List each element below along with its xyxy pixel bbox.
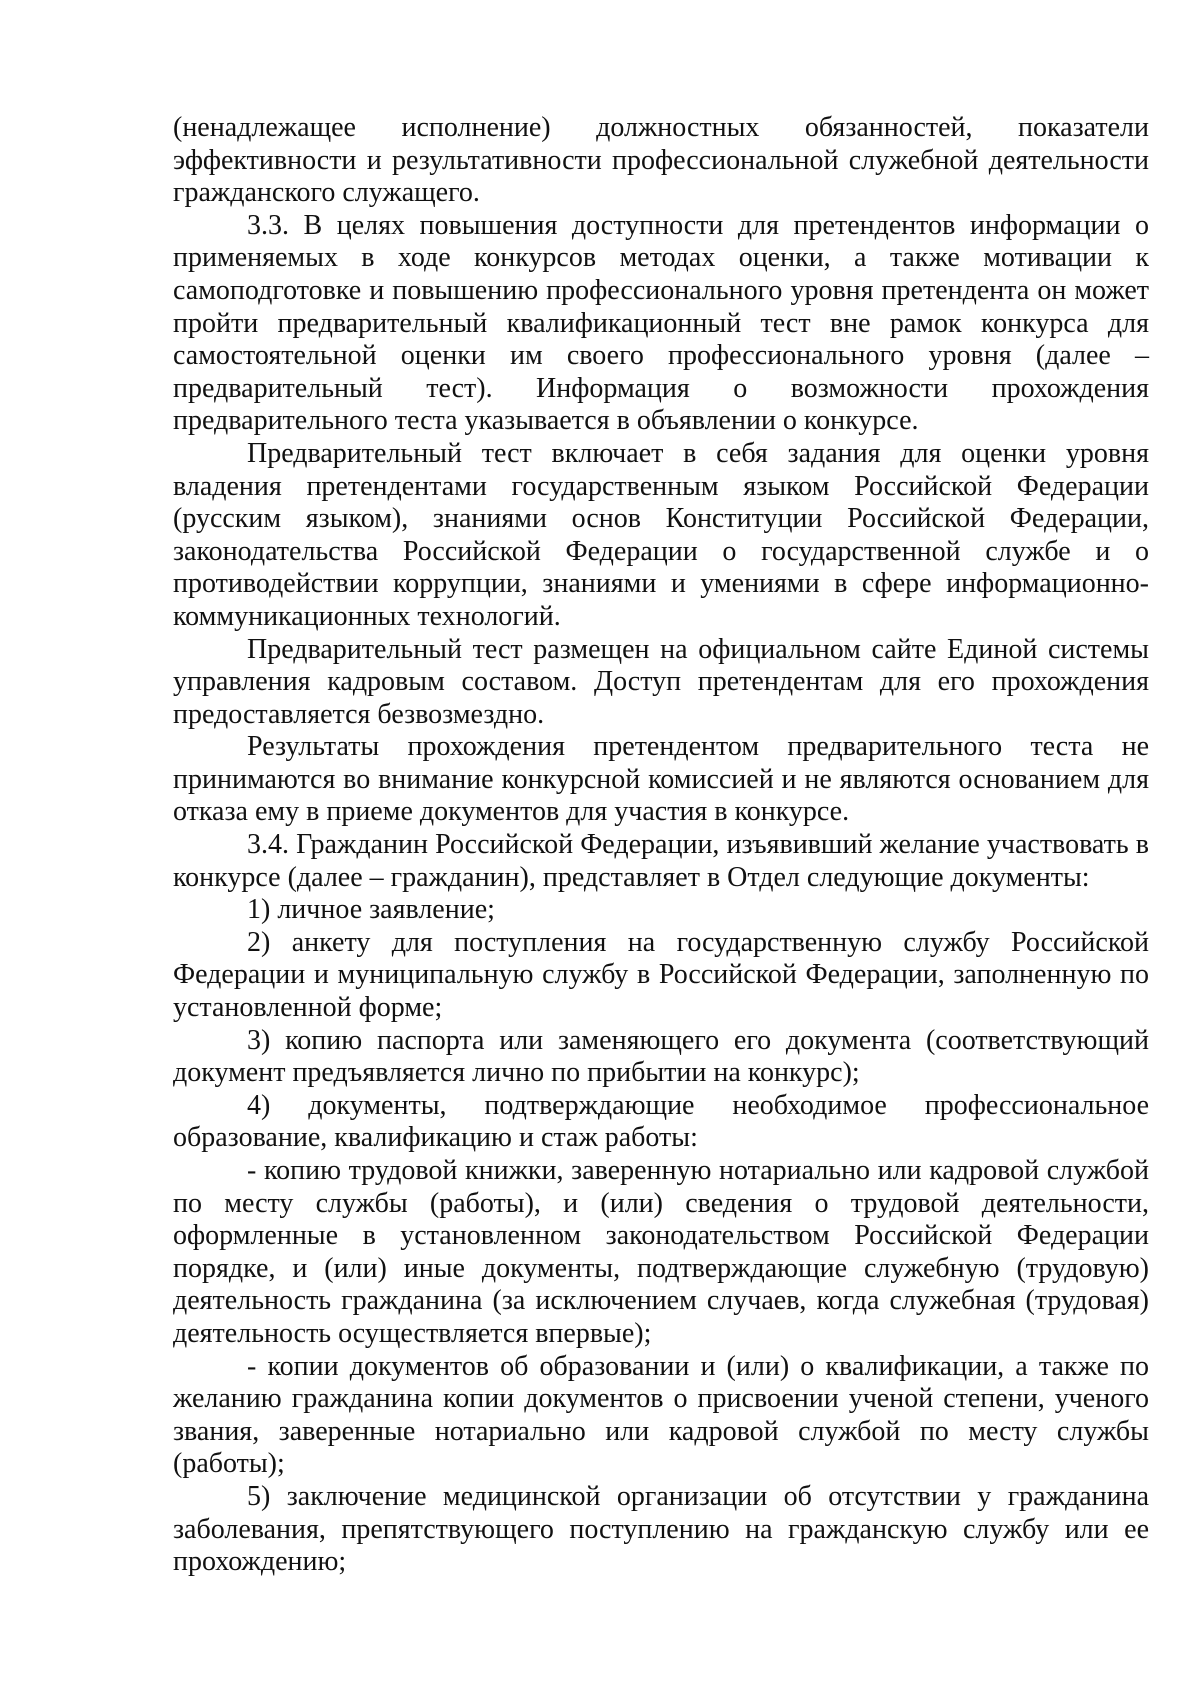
list-item-2: 2) анкету для поступления на государственную службу Российской Федерации и муниципальную службу в Российской Федерации, заполненную по установленной форме; bbox=[173, 926, 1149, 1024]
list-item-4: 4) документы, подтверждающие необходимое профессиональное образование, квалификацию и стаж работы: bbox=[173, 1089, 1149, 1154]
document-page bbox=[173, 112, 1149, 1579]
paragraph-3-3: 3.3. В целях повышения доступности для претендентов информации о применяемых в ходе конкурсов методах оценки, а также мотивации к самоподготовке и повышению профессионального уровня претендента он может пройти предварительный квалификационный тест вне рамок конкурса для самостоятельной оценки им своего профессионального уровня (далее – предварительный тест). Информация о возможности прохождения предварительного теста указывается в объявлении о конкурсе. bbox=[173, 209, 1149, 437]
paragraph-test-content: Предварительный тест включает в себя задания для оценки уровня владения претендентами государственным языком Российской Федерации (русским языком), знаниями основ Конституции Российской Федерации, законодательства Российской Федерации о государственной службе и о противодействии коррупции, знаниями и умениями в сфере информационно-коммуникационных технологий. bbox=[173, 437, 1149, 632]
list-subitem-education: - копии документов об образовании и (или) о квалификации, а также по желанию гражданина копии документов о присвоении ученой степени, ученого звания, заверенные нотариально или кадровой службой по месту службы (работы); bbox=[173, 1350, 1149, 1480]
paragraph-test-location: Предварительный тест размещен на официальном сайте Единой системы управления кадровым составом. Доступ претендентам для его прохождения предоставляется безвозмездно. bbox=[173, 633, 1149, 730]
list-item-1: 1) личное заявление; bbox=[247, 894, 495, 926]
paragraph-test-results: Результаты прохождения претендентом предварительного теста не принимаются во внимание конкурсной комиссией и не являются основанием для отказа ему в приеме документов для участия в конкурсе. bbox=[173, 731, 1149, 828]
paragraph-continuation: (ненадлежащее исполнение) должностных обязанностей, показатели эффективности и результативности профессиональной служебной деятельности гражданского служащего. bbox=[173, 112, 1149, 209]
paragraph-3-4: 3.4. Гражданин Российской Федерации, изъявивший желание участвовать в конкурсе (далее – гражданин), представляет в Отдел следующие документы: bbox=[173, 829, 1149, 893]
list-subitem-work-record: - копию трудовой книжки, заверенную нотариально или кадровой службой по месту службы (работы), и (или) сведения о трудовой деятельности, оформленные в установленном законодательством Российской Федерации порядке, и (или) иные документы, подтверждающие служебную (трудовую) деятельность гражданина (за исключением случаев, когда служебная (трудовая) деятельность осуществляется впервые); bbox=[173, 1155, 1149, 1349]
list-item-5: 5) заключение медицинской организации об отсутствии у гражданина заболевания, препятствующего поступлению на гражданскую службу или ее прохождению; bbox=[173, 1480, 1149, 1578]
list-item-3: 3) копию паспорта или заменяющего его документа (соответствующий документ предъявляется лично по прибытии на конкурс); bbox=[173, 1024, 1149, 1089]
